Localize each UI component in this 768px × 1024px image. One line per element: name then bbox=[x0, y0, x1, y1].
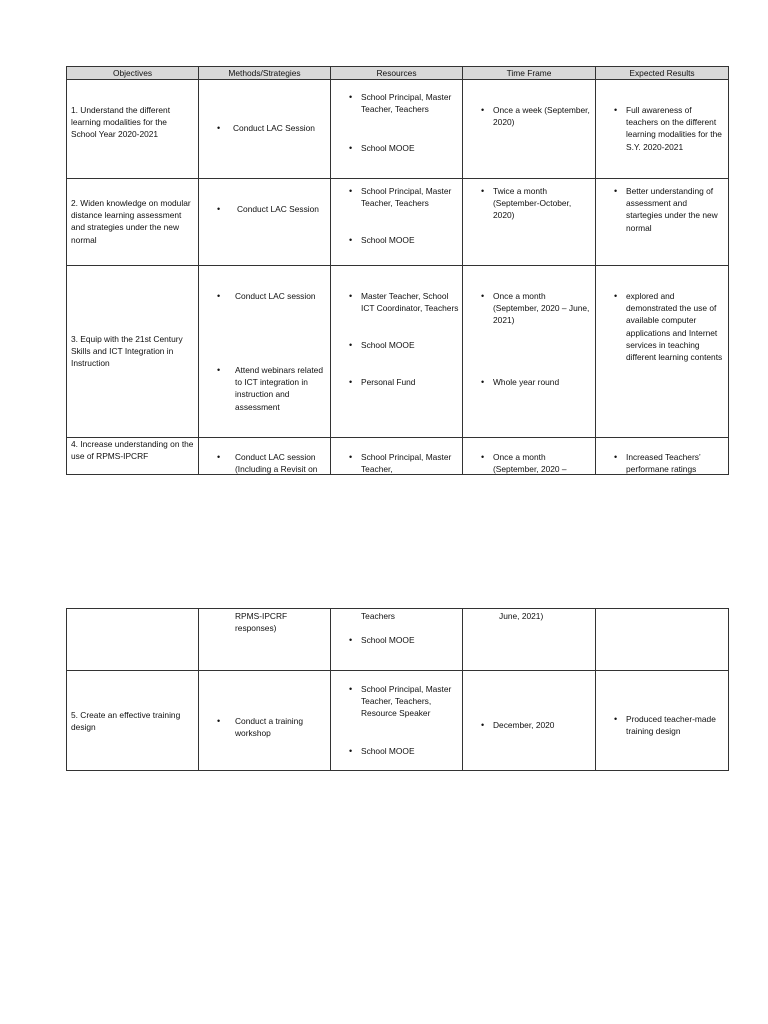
table-row bbox=[67, 266, 729, 438]
resources-cell bbox=[331, 80, 463, 179]
list-item: • School MOOE bbox=[331, 339, 462, 351]
continued-text: Teachers bbox=[361, 611, 395, 621]
list-item: • Master Teacher, School ICT Coordinator, Teachers bbox=[331, 290, 462, 314]
objective-cell bbox=[67, 438, 199, 475]
list-item: • School MOOE bbox=[331, 142, 462, 154]
plan-table-page-1 bbox=[66, 66, 729, 475]
list-item: • Once a month (September, 2020 – June, 2021) bbox=[463, 290, 595, 327]
results-cell bbox=[596, 179, 729, 266]
list-item: • Once a month (September, 2020 – bbox=[463, 451, 595, 474]
results-cell bbox=[596, 671, 729, 771]
table-header-row bbox=[67, 67, 729, 80]
objective-text: 3. Equip with the 21st Century Skills and ICT Integration in Instruction bbox=[71, 334, 183, 369]
list-item: • Better understanding of assessment and startegies under the new normal bbox=[596, 185, 728, 234]
objective-text: 1. Understand the different learning modalities for the School Year 2020-2021 bbox=[71, 105, 171, 140]
list-item: • School Principal, Master Teacher, Teachers, Resource Speaker bbox=[331, 683, 462, 720]
timeframe-cell bbox=[463, 266, 596, 438]
list-item: • Whole year round bbox=[463, 376, 595, 388]
methods-cell bbox=[199, 179, 331, 266]
table-row bbox=[67, 609, 729, 671]
list-item: • Personal Fund bbox=[331, 376, 462, 388]
column-header: Time Frame bbox=[463, 67, 596, 80]
resources-cell bbox=[331, 609, 463, 671]
resources-cell bbox=[331, 266, 463, 438]
results-cell bbox=[596, 80, 729, 179]
list-item: • School Principal, Master Teacher, bbox=[331, 451, 462, 474]
list-item: • December, 2020 bbox=[463, 719, 595, 731]
list-item: • Conduct LAC Session bbox=[199, 203, 330, 215]
list-item: • Conduct a training workshop bbox=[199, 715, 330, 739]
objective-text: 2. Widen knowledge on modular distance learning assessment and strategies under the new normal bbox=[71, 198, 191, 245]
plan-table-page-2 bbox=[66, 608, 729, 771]
objective-cell bbox=[67, 671, 199, 771]
list-item: • School MOOE bbox=[331, 745, 462, 757]
continued-text: RPMS-IPCRF responses) bbox=[235, 611, 288, 634]
methods-cell bbox=[199, 266, 331, 438]
continued-text: June, 2021) bbox=[499, 611, 544, 621]
timeframe-cell bbox=[463, 179, 596, 266]
results-cell bbox=[596, 266, 729, 438]
resources-cell bbox=[331, 438, 463, 475]
resources-cell bbox=[331, 671, 463, 771]
timeframe-cell bbox=[463, 438, 596, 475]
list-item: • Attend webinars related to ICT integration in instruction and assessment bbox=[199, 364, 330, 413]
table-row bbox=[67, 438, 729, 475]
list-item: • School MOOE bbox=[331, 234, 462, 246]
list-item: • explored and demonstrated the use of available computer applications and Internet services in teaching different learning contents bbox=[596, 290, 728, 363]
list-item: • Produced teacher-made training design bbox=[596, 713, 728, 737]
methods-cell bbox=[199, 609, 331, 671]
resources-cell bbox=[331, 179, 463, 266]
list-item: • Conduct LAC session bbox=[199, 290, 330, 302]
column-header: Expected Results bbox=[596, 67, 729, 80]
timeframe-cell bbox=[463, 80, 596, 179]
objective-cell bbox=[67, 80, 199, 179]
column-header: Methods/Strategies bbox=[199, 67, 331, 80]
list-item: • Twice a month (September-October, 2020) bbox=[463, 185, 595, 222]
list-item: • School Principal, Master Teacher, Teachers bbox=[331, 185, 462, 209]
list-item: • Conduct LAC Session bbox=[199, 122, 330, 134]
list-item: • School Principal, Master Teacher, Teachers bbox=[331, 91, 462, 115]
list-item: • Full awareness of teachers on the different learning modalities for the S.Y. 2020-2021 bbox=[596, 104, 728, 153]
results-cell bbox=[596, 609, 729, 671]
list-item: • Conduct LAC session (Including a Revisit on bbox=[199, 451, 330, 474]
results-cell bbox=[596, 438, 729, 475]
objective-cell bbox=[67, 266, 199, 438]
methods-cell bbox=[199, 80, 331, 179]
column-header: Objectives bbox=[67, 67, 199, 80]
table-row bbox=[67, 179, 729, 266]
objective-text: 4. Increase understanding on the use of RPMS-IPCRF bbox=[71, 439, 194, 462]
list-item: • Increased Teachers’ performane ratings bbox=[596, 451, 728, 474]
methods-cell bbox=[199, 438, 331, 475]
methods-cell bbox=[199, 671, 331, 771]
timeframe-cell bbox=[463, 671, 596, 771]
timeframe-cell bbox=[463, 609, 596, 671]
table-row bbox=[67, 671, 729, 771]
objective-cell bbox=[67, 179, 199, 266]
list-item: • School MOOE bbox=[331, 634, 462, 646]
list-item: • Once a week (September, 2020) bbox=[463, 104, 595, 128]
objective-cell bbox=[67, 609, 199, 671]
column-header: Resources bbox=[331, 67, 463, 80]
objective-text: 5. Create an effective training design bbox=[71, 710, 181, 733]
table-row bbox=[67, 80, 729, 179]
